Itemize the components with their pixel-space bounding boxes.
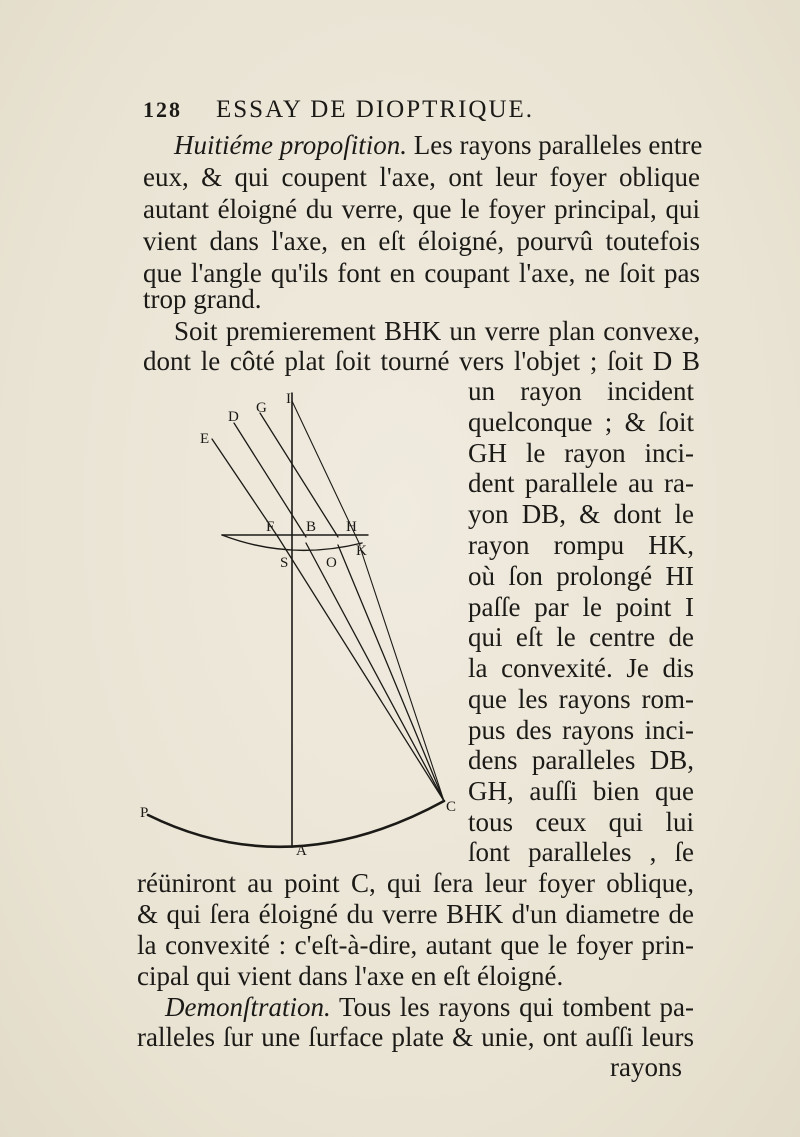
- label-h: H: [346, 519, 357, 535]
- label-d: D: [228, 409, 239, 425]
- paragraph-after-line: réüniront au point C, qui ſera leur foyer oblique,: [137, 868, 694, 898]
- demonstration-title: Demonſtration.: [165, 992, 331, 1022]
- paragraph-line-2: dont le côté plat ſoit tourné vers l'objet ; ſoit D B: [143, 346, 700, 376]
- label-g: G: [256, 400, 267, 416]
- column-line: ſont paralleles , ſe: [468, 837, 694, 867]
- proposition-line-4: que l'angle qu'ils font en coupant l'axe, ne ſoit pas: [143, 258, 700, 288]
- proposition-title: Huitiéme propoſition.: [174, 130, 407, 160]
- column-line: rayon rompu HK,: [468, 530, 694, 560]
- optics-diagram: [130, 385, 470, 865]
- column-line: dent parallele au ra-: [468, 468, 694, 498]
- column-line: un rayon incident: [468, 376, 694, 406]
- column-line: dens paralleles DB,: [468, 745, 694, 775]
- column-line: tous ceux qui lui: [468, 807, 694, 837]
- label-c: C: [446, 799, 457, 815]
- column-line: pus des rayons inci-: [468, 715, 694, 745]
- column-line: GH le rayon inci-: [468, 438, 694, 468]
- page-number: 128: [143, 97, 182, 122]
- proposition-line-2: autant éloigné du verre, que le foyer principal, qui: [143, 194, 700, 224]
- refracted-ray-1: [278, 537, 444, 801]
- column-line: quelconque ; & ſoit: [468, 407, 694, 437]
- running-title: ESSAY DE DIOPTRIQUE.: [216, 96, 535, 123]
- proposition-line-0: Les rayons paralleles entre: [406, 130, 703, 160]
- column-line: que les rayons rom-: [468, 684, 694, 714]
- paragraph-after-line: la convexité : c'eſt-à-dire, autant que le foyer prin-: [137, 930, 694, 960]
- paragraph-after-line: cipal qui vient dans l'axe en eſt éloigné.: [137, 961, 564, 991]
- column-line: paſſe par le point I: [468, 592, 694, 622]
- label-i: I: [286, 391, 291, 407]
- refracted-ray-4: [360, 547, 444, 801]
- paragraph-after-line: & qui ſera éloigné du verre BHK d'un diametre de: [137, 899, 694, 929]
- proposition-line-1: eux, & qui coupent l'axe, ont leur foyer oblique: [143, 162, 700, 192]
- proposition-line-3: vient dans l'axe, en eſt éloigné, pourvû toutefois: [143, 226, 700, 256]
- proposition-line-5: trop grand.: [143, 284, 262, 314]
- label-e: E: [200, 431, 210, 447]
- label-s: S: [280, 555, 289, 571]
- focal-arc: [148, 801, 444, 847]
- demonstration-line-1: ralleles ſur une ſurface plate & unie, ont auſſi leurs: [137, 1022, 694, 1052]
- catchword: rayons: [610, 1052, 682, 1082]
- label-k: K: [356, 543, 367, 559]
- paragraph-line-1: Soit premierement BHK un verre plan convexe,: [174, 316, 700, 346]
- running-header: [143, 95, 534, 125]
- proposition-first-line: [174, 130, 703, 160]
- label-f: F: [266, 519, 275, 535]
- label-a: A: [296, 843, 307, 859]
- refracted-ray-2: [306, 543, 444, 801]
- demonstration-line-0: Tous les rayons qui tombent pa-: [330, 992, 694, 1022]
- label-p: P: [140, 805, 149, 821]
- column-line: où ſon prolongé HI: [468, 561, 694, 591]
- refracted-ray-3: [338, 545, 444, 801]
- column-line: yon DB, & dont le: [468, 499, 694, 529]
- column-line: qui eſt le centre de: [468, 622, 694, 652]
- demonstration-first-line: [165, 992, 694, 1022]
- column-line: GH, auſſi bien que: [468, 776, 694, 806]
- column-line: la convexité. Je dis: [468, 653, 694, 683]
- label-b: B: [306, 519, 317, 535]
- label-o: O: [326, 555, 337, 571]
